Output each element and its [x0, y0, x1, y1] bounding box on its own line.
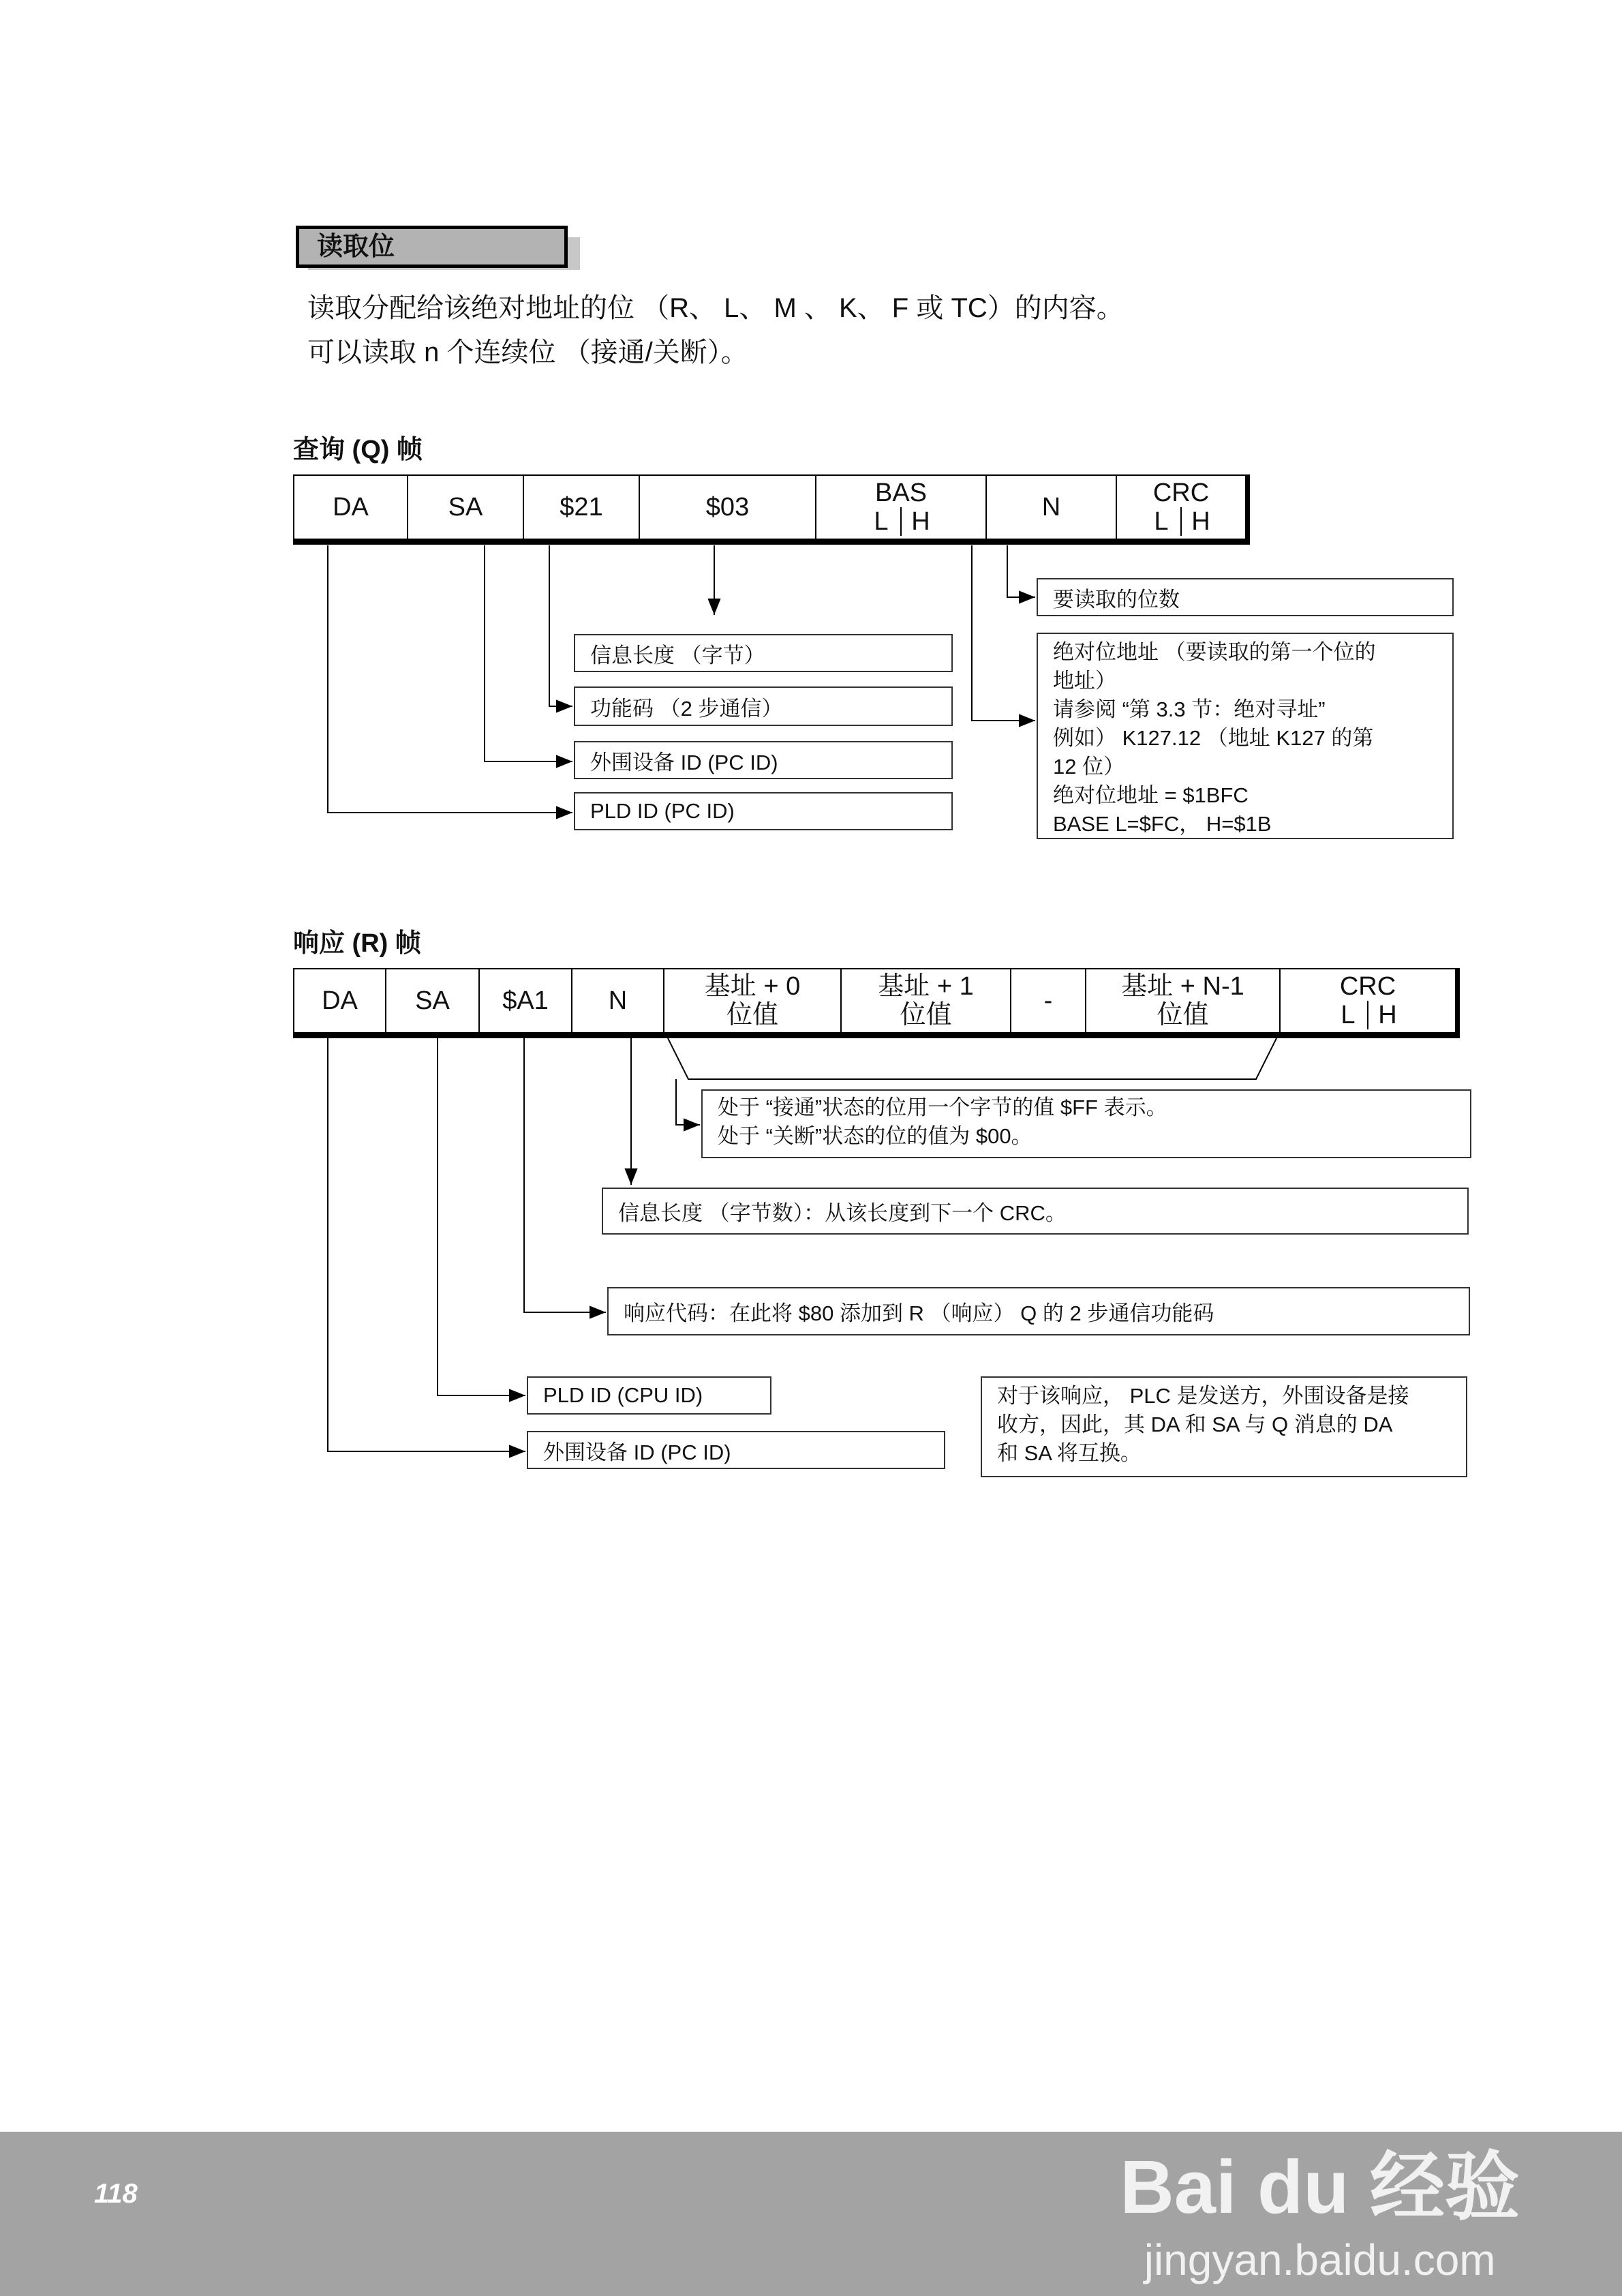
cell-bit-1: 基址 + 1 位值	[842, 969, 1011, 1032]
cell-da: DA	[294, 476, 408, 539]
note-absolute-address: 绝对位地址 （要读取的第一个位的 地址） 请参阅 “第 3.3 节：绝对寻址” 例如） K127.12 （地址 K127 的第 12 位） 绝对位地址 = $1BFC BASE L=$FC， H=$1B	[1037, 633, 1454, 839]
page-number: 118	[94, 2179, 138, 2209]
cell-crc: CRC L H	[1117, 476, 1245, 539]
cell-ellipsis: -	[1011, 969, 1086, 1032]
response-frame-title: 响应 (R) 帧	[293, 929, 421, 958]
note-peripheral-id: 外围设备 ID (PC ID)	[574, 741, 953, 779]
cell-n: N	[572, 969, 664, 1032]
query-frame-title: 查询 (Q) 帧	[293, 436, 423, 464]
cell-da: DA	[294, 969, 386, 1032]
note-pld-id: PLD ID (CPU ID)	[527, 1376, 771, 1415]
line-base	[972, 545, 1035, 721]
line-r-da	[328, 1038, 525, 1451]
note-msg-length: 信息长度 （字节数）：从该长度到下一个 CRC。	[602, 1188, 1469, 1235]
watermark-brand: Bai du 经验	[1120, 2145, 1520, 2229]
line-n	[1007, 545, 1035, 597]
line-r-code	[524, 1038, 606, 1312]
description-line-1: 读取分配给该绝对地址的位 （R、 L、 M 、 K、 F 或 TC）的内容。	[307, 293, 1124, 323]
description-line-2: 可以读取 n 个连续位 （接通/关断）。	[307, 337, 748, 367]
line-func	[549, 545, 572, 706]
note-response-code: 响应代码：在此将 $80 添加到 R （响应） Q 的 2 步通信功能码	[607, 1287, 1470, 1335]
line-r-sa	[438, 1038, 525, 1395]
note-func-code: 功能码 （2 步通信）	[574, 686, 953, 726]
cell-crc: CRC L H	[1281, 969, 1455, 1032]
line-da	[328, 545, 572, 813]
cell-length: $03	[640, 476, 816, 539]
bracket-bits	[668, 1038, 1276, 1079]
note-peripheral-id: 外围设备 ID (PC ID)	[527, 1431, 945, 1469]
cell-bit-n-1: 基址 + N-1 位值	[1086, 969, 1281, 1032]
cell-func: $21	[524, 476, 640, 539]
cell-sa: SA	[408, 476, 524, 539]
note-msg-length: 信息长度 （字节）	[574, 634, 953, 672]
note-bit-values: 处于 “接通”状态的位用一个字节的值 $FF 表示。 处于 “关断”状态的位的值为 $00。	[701, 1089, 1471, 1158]
cell-response-code: $A1	[480, 969, 572, 1032]
watermark-logo	[1120, 2127, 1520, 2285]
watermark-url: jingyan.baidu.com	[1144, 2235, 1496, 2284]
note-pld-id: PLD ID (PC ID)	[574, 792, 953, 830]
cell-bit-0: 基址 + 0 位值	[664, 969, 842, 1032]
cell-n: N	[987, 476, 1117, 539]
line-bits	[676, 1079, 700, 1125]
cell-sa: SA	[386, 969, 480, 1032]
cell-base: BAS L H	[816, 476, 987, 539]
line-sa	[485, 545, 572, 761]
note-swap: 对于该响应， PLC 是发送方，外围设备是接 收方，因此，其 DA 和 SA 与 Q 消息的 DA 和 SA 将互换。	[981, 1376, 1467, 1477]
note-bit-count: 要读取的位数	[1037, 578, 1454, 616]
section-title: 读取位	[296, 226, 568, 268]
